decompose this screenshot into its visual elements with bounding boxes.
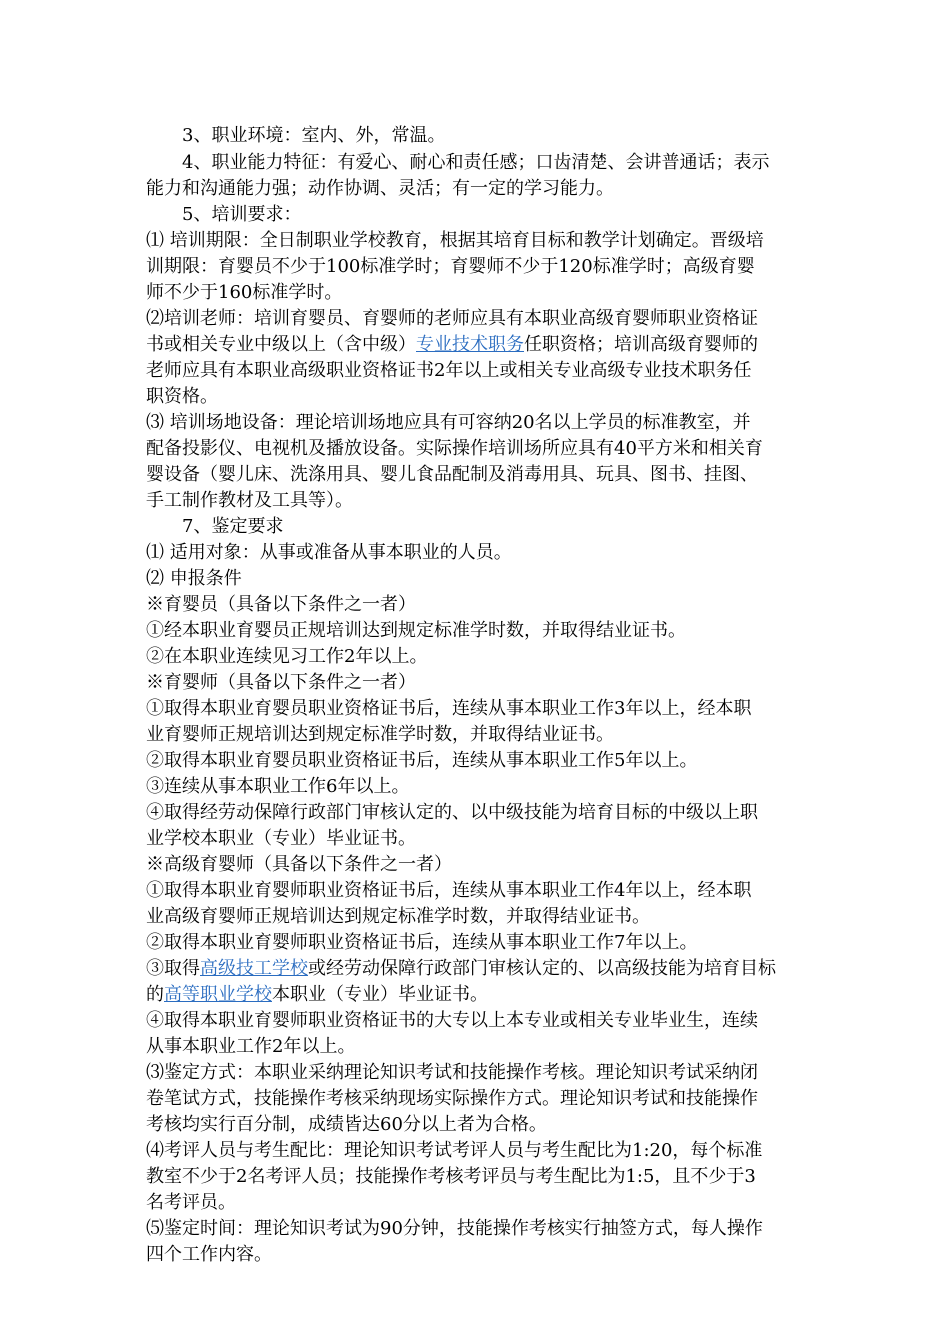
text-line: ※育婴员（具备以下条件之一者）: [146, 594, 416, 615]
text-line: ③连续从事本职业工作6年以上。: [146, 776, 410, 797]
text-span: 的: [146, 984, 164, 1005]
text-span: 任职资格；培训高级育婴师的: [524, 334, 758, 355]
text-line: 教室不少于2名考评人员；技能操作考核考评员与考生配比为1:5，且不少于3: [146, 1166, 756, 1187]
link-higher-vocational-school[interactable]: 高等职业学校: [164, 984, 272, 1005]
text-line: ⑶ 培训场地设备：理论培训场地应具有可容纳20名以上学员的标准教室，并: [146, 412, 751, 433]
text-line: ⑶鉴定方式：本职业采纳理论知识考试和技能操作考核。理论知识考试采纳闭: [146, 1062, 758, 1083]
text-line: 考核均实行百分制，成绩皆达60分以上者为合格。: [146, 1114, 547, 1135]
text-line: ①取得本职业育婴员职业资格证书后，连续从事本职业工作3年以上，经本职: [146, 698, 752, 719]
section-heading: 5、培训要求：: [182, 204, 302, 225]
link-senior-technical-school[interactable]: 高级技工学校: [200, 958, 308, 979]
text-line: ④取得本职业育婴师职业资格证书的大专以上本专业或相关专业毕业生，连续: [146, 1010, 758, 1031]
text-line: 4、职业能力特征：有爱心、耐心和责任感；口齿清楚、会讲普通话；表示: [182, 152, 770, 173]
text-line: 能力和沟通能力强；动作协调、灵活；有一定的学习能力。: [146, 178, 614, 199]
text-line: [146, 957, 816, 981]
text-line: [146, 983, 816, 1007]
text-line: ①经本职业育婴员正规培训达到规定标准学时数，并取得结业证书。: [146, 620, 686, 641]
link-professional-title[interactable]: 专业技术职务: [416, 334, 524, 355]
text-line: ⑷考评人员与考生配比：理论知识考试考评人员与考生配比为1:20，每个标准: [146, 1140, 763, 1161]
text-line: 业高级育婴师正规培训达到规定标准学时数，并取得结业证书。: [146, 906, 650, 927]
text-line: 配备投影仪、电视机及播放设备。实际操作培训场所应具有40平方米和相关育: [146, 438, 763, 459]
text-line: 业学校本职业（专业）毕业证书。: [146, 828, 416, 849]
text-line: ※育婴师（具备以下条件之一者）: [146, 672, 416, 693]
text-span: 书或相关专业中级以上（含中级）: [146, 334, 416, 355]
text-line: 业育婴师正规培训达到规定标准学时数，并取得结业证书。: [146, 724, 614, 745]
text-line: ④取得经劳动保障行政部门审核认定的、以中级技能为培育目标的中级以上职: [146, 802, 758, 823]
text-span: ③取得: [146, 958, 200, 979]
text-line: ①取得本职业育婴师职业资格证书后，连续从事本职业工作4年以上，经本职: [146, 880, 752, 901]
text-line: 从事本职业工作2年以上。: [146, 1036, 356, 1057]
text-line: ②取得本职业育婴员职业资格证书后，连续从事本职业工作5年以上。: [146, 750, 698, 771]
text-line: ⑵培训老师：培训育婴员、育婴师的老师应具有本职业高级育婴师职业资格证: [146, 308, 758, 329]
text-line: ⑸鉴定时间：理论知识考试为90分钟，技能操作考核实行抽签方式，每人操作: [146, 1218, 763, 1239]
text-line: ②在本职业连续见习工作2年以上。: [146, 646, 428, 667]
text-line: 卷笔试方式，技能操作考核采纳现场实际操作方式。理论知识考试和技能操作: [146, 1088, 758, 1109]
text-line: 职资格。: [146, 386, 218, 407]
text-line: ⑵ 申报条件: [146, 568, 242, 589]
text-line: ⑴ 培训期限：全日制职业学校教育，根据其培育目标和教学计划确定。晋级培: [146, 230, 764, 251]
text-line: [146, 333, 816, 357]
text-line: 婴设备（婴儿床、洗涤用具、婴儿食品配制及消毒用具、玩具、图书、挂图、: [146, 464, 758, 485]
text-line: 四个工作内容。: [146, 1244, 272, 1265]
text-line: 名考评员。: [146, 1192, 236, 1213]
text-span: 本职业（专业）毕业证书。: [272, 984, 488, 1005]
text-line: 师不少于160标准学时。: [146, 282, 343, 303]
text-span: 或经劳动保障行政部门审核认定的、以高级技能为培育目标: [308, 958, 776, 979]
text-line: ※高级育婴师（具备以下条件之一者）: [146, 854, 452, 875]
text-line: 3、职业环境：室内、外，常温。: [182, 125, 446, 146]
text-line: 老师应具有本职业高级职业资格证书2年以上或相关专业高级专业技术职务任: [146, 360, 752, 381]
section-heading: 7、鉴定要求: [182, 516, 284, 537]
text-line: ②取得本职业育婴师职业资格证书后，连续从事本职业工作7年以上。: [146, 932, 698, 953]
text-line: 训期限：育婴员不少于100标准学时；育婴师不少于120标准学时；高级育婴: [146, 256, 755, 277]
text-line: 手工制作教材及工具等）。: [146, 490, 353, 511]
text-line: ⑴ 适用对象：从事或准备从事本职业的人员。: [146, 542, 512, 563]
